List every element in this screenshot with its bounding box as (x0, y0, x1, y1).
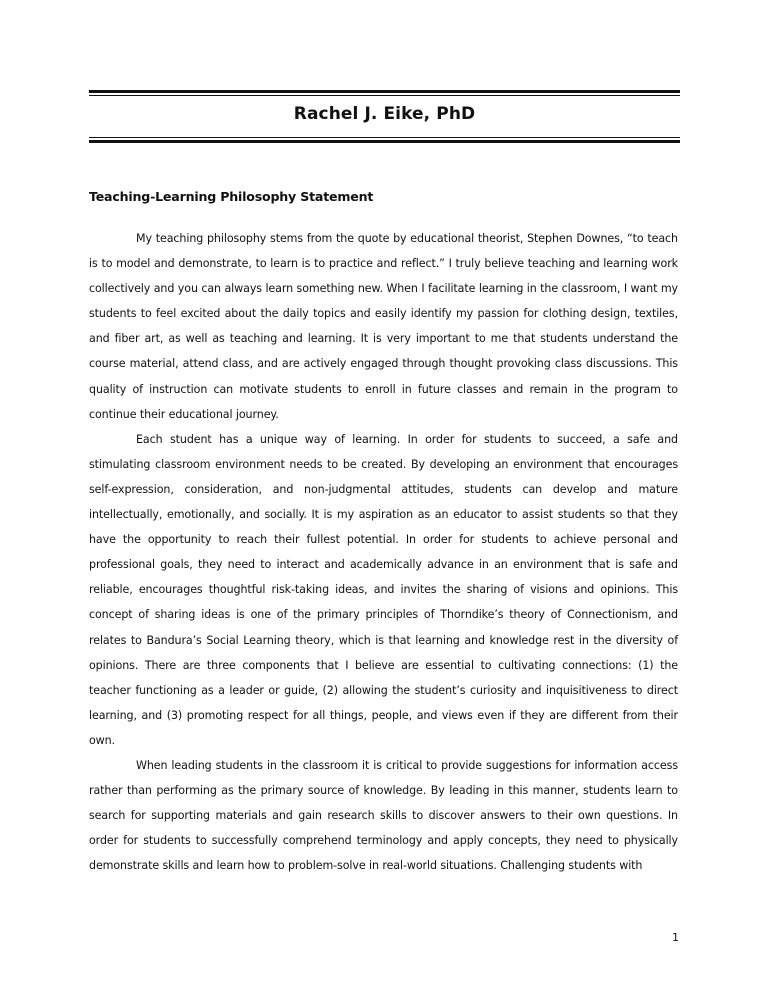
page-number: 1 (672, 931, 679, 944)
header-rule-bottom-thick (89, 140, 680, 143)
paragraph-2: Each student has a unique way of learning. In order for students to succeed, a safe and stimulating classroom environment needs to be created. By developing an environment that encourages self-expression, consideration, and non-judgmental attitudes, students can develop and mature intellectually, emotionally, and socially. It is my aspiration as an educator to assist students so that they have the opportunity to reach their fullest potential. In order for students to achieve personal and professional goals, they need to interact and academically advance in an environment that is safe and reliable, encourages thoughtful risk-taking ideas, and invites the sharing of visions and opinions. This concept of sharing ideas is one of the primary principles of Thorndike’s theory of Connectionism, and relates to Bandura’s Social Learning theory, which is that learning and knowledge rest in the diversity of opinions. There are three components that I believe are essential to cultivating connections: (1) the teacher functioning as a leader or guide, (2) allowing the student’s curiosity and inquisitiveness to direct learning, and (3) promoting respect for all things, people, and views even if they are different from their own. (89, 432, 678, 747)
header-rule-bottom-thin (89, 137, 680, 138)
paragraph-3: When leading students in the classroom it is critical to provide suggestions for information access rather than performing as the primary source of knowledge. By leading in this manner, students learn to search for supporting materials and gain research skills to discover answers to their own questions. In order for students to successfully comprehend terminology and apply concepts, they need to physically demonstrate skills and learn how to problem-solve in real-world situations. Challenging students with (89, 758, 678, 873)
body-text (89, 226, 678, 878)
header-rule-top-thin (89, 95, 680, 96)
header-rule-top-thick (89, 90, 680, 93)
section-heading: Teaching-Learning Philosophy Statement (89, 189, 374, 204)
document-title: Rachel J. Eike, PhD (293, 104, 476, 124)
paragraph-1: My teaching philosophy stems from the quote by educational theorist, Stephen Downes, “to teach is to model and demonstrate, to learn is to practice and reflect.” I truly believe teaching and learning work collectively and you can always learn something new. When I facilitate learning in the classroom, I want my students to feel excited about the daily topics and easily identify my passion for clothing design, textiles, and fiber art, as well as teaching and learning. It is very important to me that students understand the course material, attend class, and are actively engaged through thought provoking class discussions. This quality of instruction can motivate students to enroll in future classes and remain in the program to continue their educational journey. (89, 232, 678, 421)
